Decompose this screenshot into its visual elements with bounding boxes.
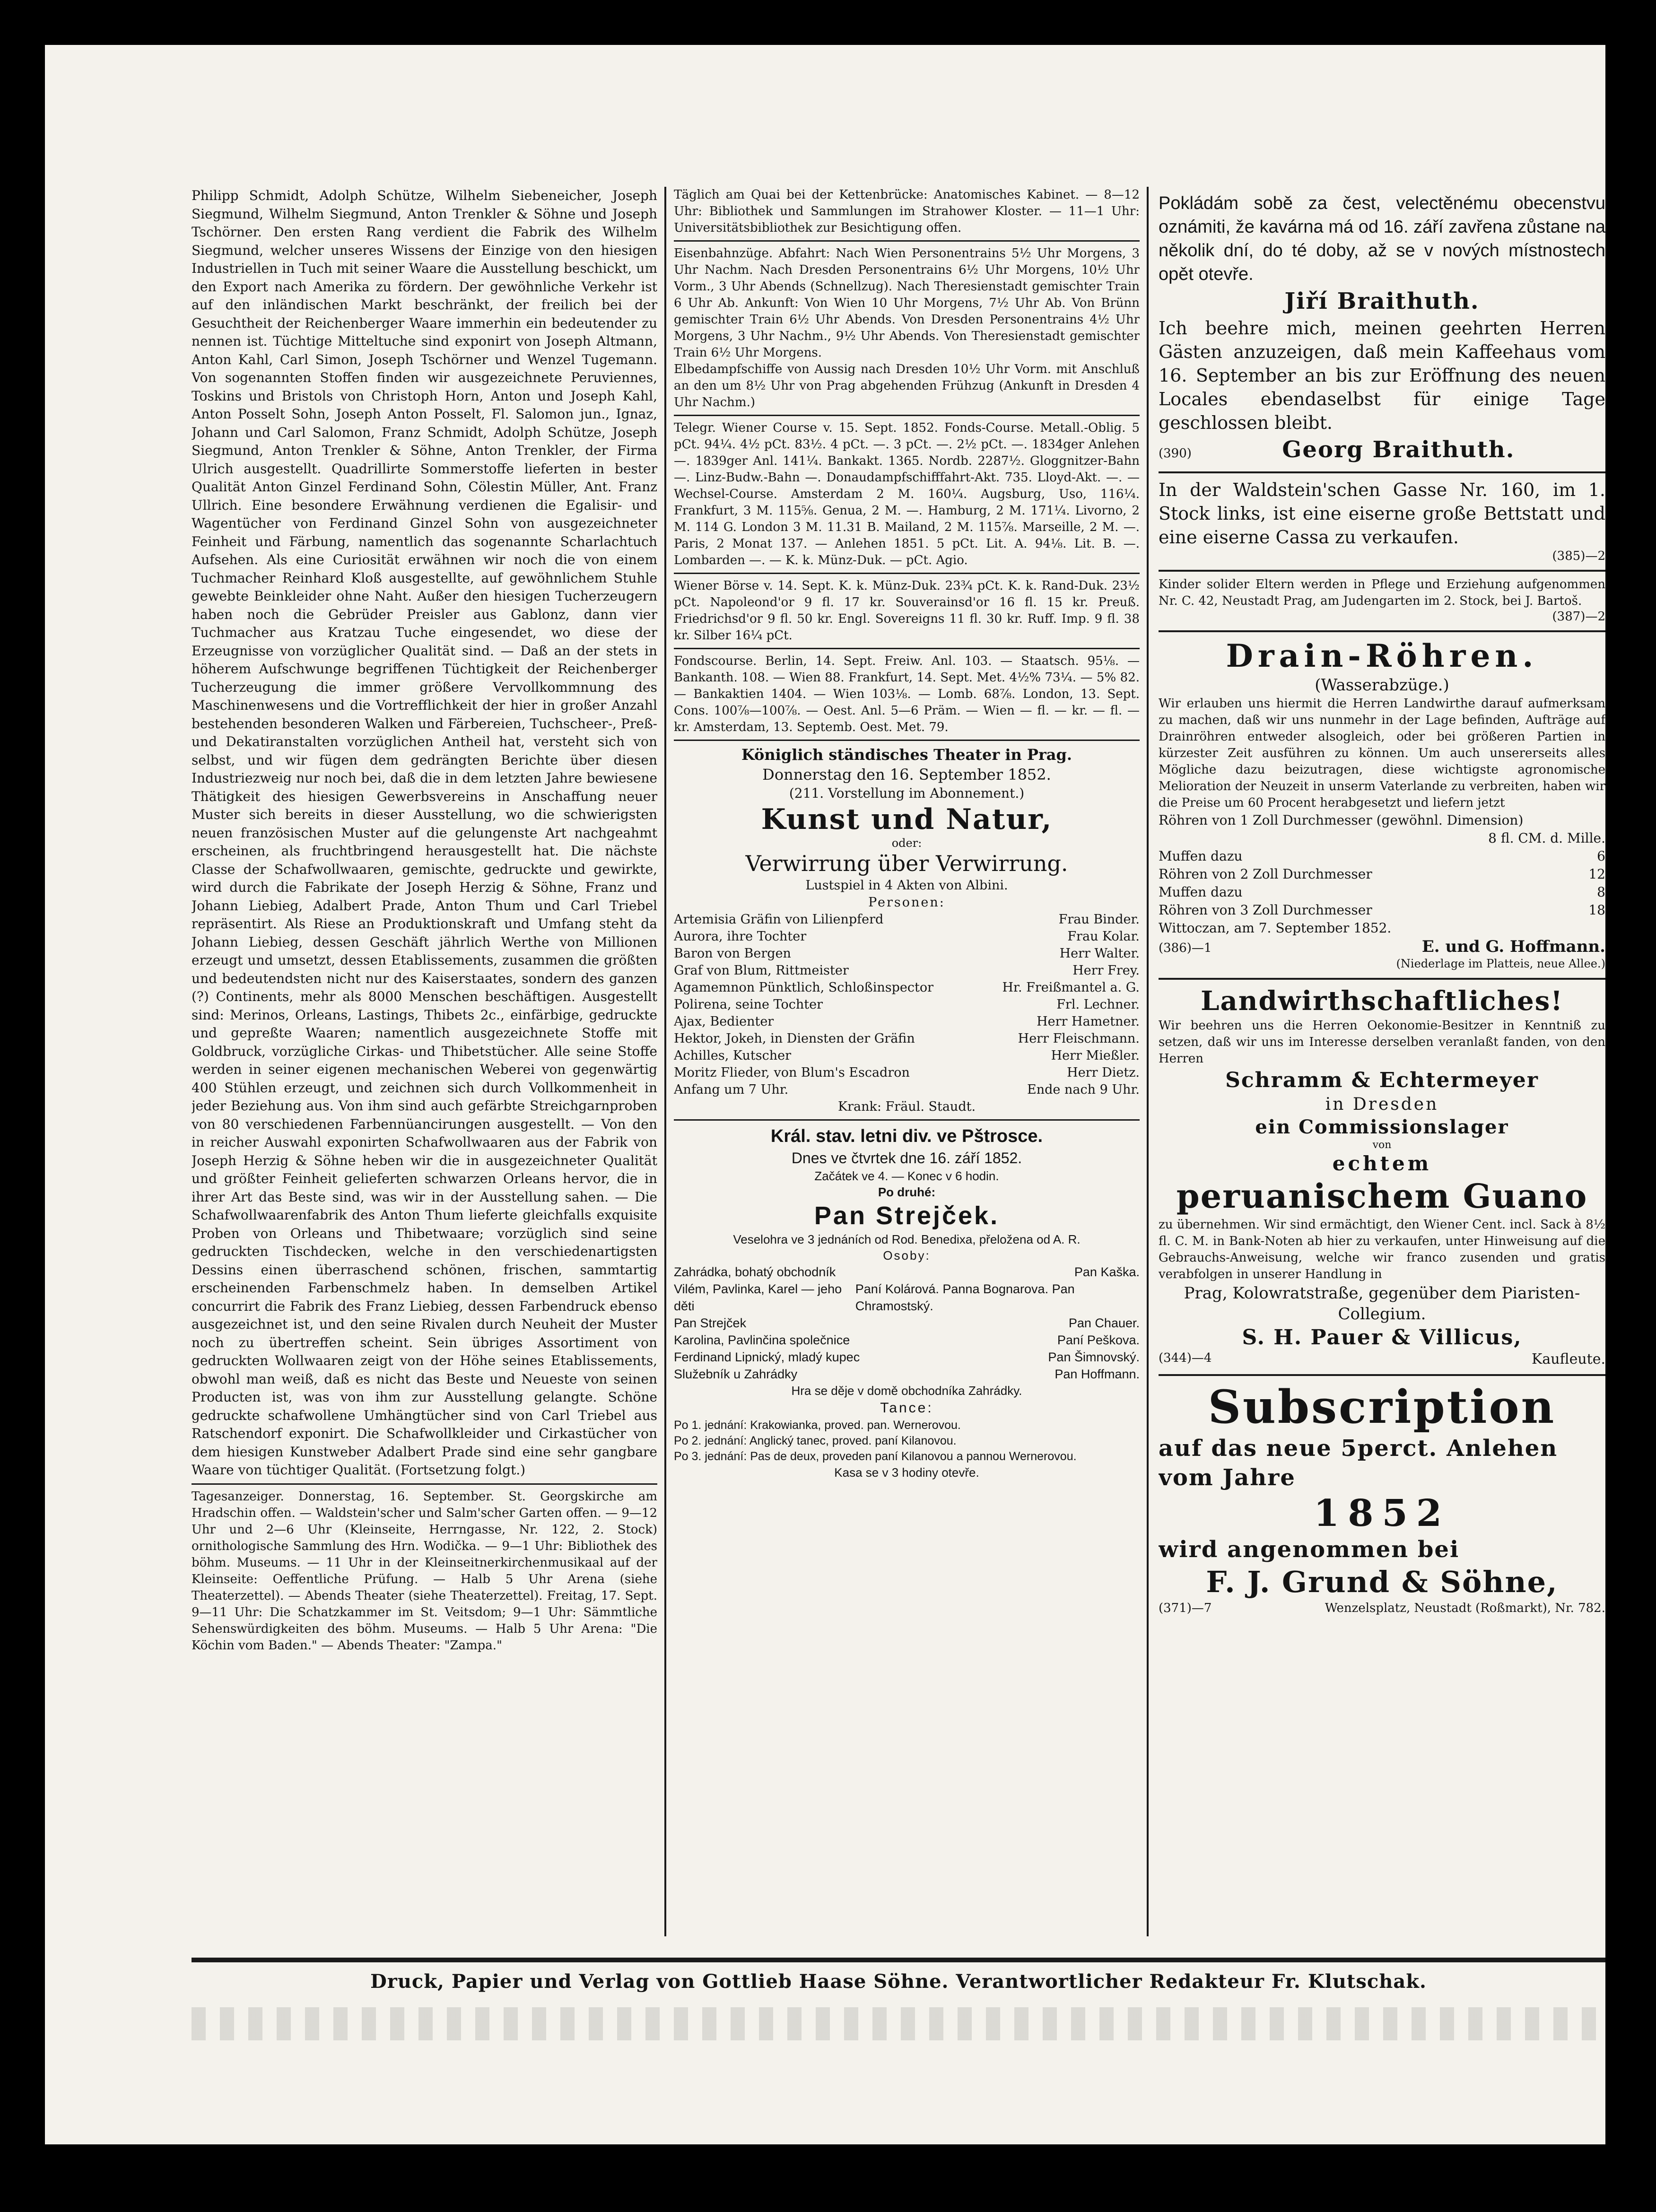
ad-childcare-text: Kinder solider Eltern werden in Pflege und Erziehung aufgenommen Nr. C. 42, Neustadt Prag, am Judengarten im 2. Stock, bei J. Bartoš. (1159, 577, 1605, 608)
price-row: Röhren von 2 Zoll Durchmesser 12 (1159, 866, 1605, 882)
ad-cafe-german: Ich beehre mich, meinen geehrten Herren Gästen anzuzeigen, daß mein Kaffeehaus vom 16. September an bis zur Eröffnung des neuen Locales ebendaselbst für einige Tage geschlossen bleibt. (1159, 318, 1605, 433)
ad-guano-title: Landwirthschaftliches! (1201, 985, 1563, 1017)
czech-theatre-date: Dnes ve čtvrtek dne 16. září 1852. (791, 1150, 1022, 1167)
ad-subscription-year: 1852 (1313, 1492, 1451, 1535)
ad-guano-text: Wir beehren uns die Herren Oekonomie-Besitzer in Kenntniß zu setzen, daß wir uns im Interesse derselben veranlaßt fanden, von den Herren (1159, 1019, 1605, 1066)
ad-guano-city: in Dresden (1325, 1095, 1439, 1114)
play-title: Kunst und Natur, (761, 803, 1053, 836)
cast-row: Baron von Bergen Herr Walter. (674, 946, 1140, 961)
fund-courses: Fondscourse. Berlin, 14. Sept. Freiw. Anl. 103. — Staatsch. 95⅛. — Bankanth. 108. — Wien 88. Frankfurt, 14. Sept. Met. 4½% 73¼. — 5% 82. — Bankaktien 1404. — Wien 103⅛. — Lomb. 68⅞. London, 13. Sept. Cons. 100⅞—100⅞. — Oest. Anl. 5—6 Präm. — Wien — fl. — kr. — fl. — kr. Amsterdam, 13. Septemb. Oest. Met. 79. (674, 654, 1140, 734)
ad-childcare (1159, 572, 1605, 632)
ad-drain-pipes (1159, 632, 1605, 980)
cast-row: Moritz Flieder, von Blum's Escadron Herr Dietz. (674, 1065, 1140, 1080)
steamship-notice: Elbedampfschiffe von Aussig nach Dresden 10½ Uhr Vorm. mit Anschluß an den um 8½ Uhr von Prag abgehenden Frühzug (Ankunft in Dresden 4 Uhr Nachm.) (674, 362, 1140, 409)
dance-item: Po 3. jednání: Pas de deux, proveden paní Kilanovou a pannou Wernerovou. (674, 1450, 1077, 1463)
dances-heading: Tance: (880, 1400, 933, 1416)
daily-notices: Tagesanzeiger. Donnerstag, 16. September. St. Georgskirche am Hradschin offen. — Waldstein'scher und Salm'scher Garten offen. — 9—12 Uhr und 2—6 Uhr (Kleinseite, Herrngasse, Nr. 122, 2. Stock) ornithologische Sammlung des Hrn. Wodička. — 9—1 Uhr: Bibliothek des böhm. Museums. — 11 Uhr in der Kleinseitnerkirchenmusikaal auf der Kleinseite: Oeffentliche Prüfung. — Halb 5 Uhr Arena (siehe Theaterzettel). — Abends Theater (siehe Theaterzettel). Freitag, 17. Sept. 9—11 Uhr: Die Schatzkammer im St. Veitsdom; 9—1 Uhr: Sämmtliche Sehenswürdigkeiten des böhm. Museums. — Halb 5 Uhr Arena: "Die Köchin vom Baden." — Abends Theater: "Zampa." (192, 1489, 657, 1653)
ad-drain-place: Wittoczan, am 7. September 1852. (1159, 920, 1392, 936)
ad-drain-address: (Niederlage im Platteis, neue Allee.) (1396, 957, 1605, 970)
cast-row: Zahrádka, bohatý obchodník Pan Kaška. (674, 1265, 1140, 1279)
cast-heading: Personen: (868, 895, 945, 910)
play-subtitle: Verwirrung über Verwirrung. (745, 851, 1068, 876)
czech-play-genre: Veselohra ve 3 jednáních od Rod. Benedixa, přeložena od A. R. (733, 1232, 1081, 1246)
czech-play-title: Pan Strejček. (814, 1202, 1000, 1230)
theatre-date: Donnerstag den 16. September 1852. (762, 766, 1051, 784)
newspaper-sheet (45, 45, 1605, 2144)
price-row: Muffen dazu 8 (1159, 884, 1605, 900)
dances-list (674, 1418, 1140, 1464)
czech-theatre-time: Začátek ve 4. — Konec v 6 hodin. (814, 1169, 999, 1183)
sick-note: Krank: Fräul. Staudt. (837, 1099, 976, 1114)
ad-subscription-address: Wenzelsplatz, Neustadt (Roßmarkt), Nr. 782. (1325, 1601, 1605, 1615)
ad-cafe-sign-german: Georg Braithuth. (1282, 436, 1515, 463)
column-right (1159, 187, 1605, 1946)
ad-drain-text: Wir erlauben uns hiermit die Herren Landwirthe darauf aufmerksam zu machen, daß wir uns nunmehr in der Lage befinden, Aufträge auf Drainröhren entweder alsogleich, oder bei größeren Partien in kürzester Zeit ausführen zu können. Um auch unsererseits alles Mögliche dazu beizutragen, diese wichtigste agronomische Melioration der Neuzeit in unserm Vaterlande zu verbreiten, haben wir die Preise um 60 Procent herabgesetzt und liefern jetzt (1159, 697, 1605, 810)
czech-cast-list (674, 1263, 1140, 1383)
cast-row: Karolina, Pavlinčina společnice Paní Peškova. (674, 1333, 1140, 1347)
ad-guano-echt: echtem (1332, 1152, 1432, 1175)
dance-item: Po 1. jednání: Krakowianka, proved. pan. Wernerovou. (674, 1419, 961, 1432)
ad-guano (1159, 980, 1605, 1376)
ad-number: (386)—1 (1159, 941, 1212, 955)
ad-bedstead (1159, 473, 1605, 572)
cast-row: Agamemnon Pünktlich, Schloßinspector Hr. Freißmantel a. G. (674, 980, 1140, 995)
ad-bedstead-text: In der Waldstein'schen Gasse Nr. 160, im 1. Stock links, ist eine eiserne große Bettstatt und eine eiserne Cassa zu verkaufen. (1159, 479, 1605, 548)
cast-row: Služebník u Zahrádky Pan Hoffmann. (674, 1367, 1140, 1381)
ad-guano-firm: Schramm & Echtermeyer (1225, 1068, 1539, 1092)
article-body: Philipp Schmidt, Adolph Schütze, Wilhelm Siebeneicher, Joseph Siegmund, Wilhelm Siegmund, Anton Trenkler & Söhne und Joseph Tschörner. Den ersten Rang verdient die Fabrik des Wilhelm Siegmund, welcher unseres Wissens der Einzige von den hiesigen Industriellen in Tuch mit seiner Waare die Ausstellung beschickt, um den Export nach Amerika zu fördern. Der gewöhnliche Verkehr ist auf den inländischen Markt beschränkt, der freilich bei der Gesuchtheit der Reichenberger Waare immerhin ein bedeutender zu nennen ist. Tüchtige Mitteltuche sind exponirt von Joseph Altmann, Anton Kahl, Carl Simon, Joseph Tschörner und Wenzel Tugemann. Von sogenannten Stoffen finden wir ausgezeichnete Peruviennes, Toskins und Bristols von Christoph Horn, Anton und Joseph Kahl, Anton Posselt Sohn, Joseph Anton Posselt, Fl. Salomon jun., Ignaz, Johann und Carl Salomon, Franz Schmidt, Adolph Schütze, Joseph Siegmund, Anton Trenkler & Söhne, Anton Trenkler, der Firma Ulrich ausgestellt. Quadrillirte Sommerstoffe lieferten in bester Qualität Anton Ginzel Ferdinand Sohn, Cölestin Müller, Ant. Franz Ullrich. Eine besondere Erwähnung verdienen die Egalisir- und Wagentücher von Ferdinand Ginzel Sohn von ausgezeichneter Feinheit und Färbung, namentlich das sogenannte Scharlachtuch Aufsehen. Als eine Curiosität erwähnen wir noch die von einem Tuchmacher Reinhard Kloß ausgestellte, auf gewöhnlichem Stuhle gewebte Beinkleider ohne Naht. Außer den hiesigen Tucherzeugern haben noch die Gebrüder Preisler aus Gablonz, dann vier Tuchmacher aus Kratzau Tuche eingesendet, wo diese der Erzeugnisse von vorzüglicher Qualität sind. — Daß an der stets in höherem Aufschwunge begriffenen Tüchtigkeit der Reichenberger Tucherzeugung die immer größere Vervollkommnung des Maschinenwesens und die Vortrefflichkeit der hier in großer Anzahl bestehenden besonderen Walken und Färbereien, Tuchscheer-, Preß- und Dekatiranstalten vorzüglichen Antheil hat, versteht sich von selbst, und wir fügen dem gedrängten Berichte über diesen Industriezweig nur noch bei, daß die in dem letzten Jahre bewiesene Thätigkeit des hiesigen Gewerbsvereins in Anschaffung neuer Muster sich bereits in dieser Ausstellung, wo die schwierigsten neuen französischen Muster auf die gelungenste Art nachgeahmt erscheinen, als fruchtbringend herausgestellt hat. Die nächste Classe der Schafwollwaaren, gemischte, gedruckte und gewirkte, wird durch die Fabrikate der Joseph Herzig & Söhne, Franz und Johann Liebieg, Adalbert Prade, Anton Thum und Carl Triebel repräsentirt. Als Riese an Produktionskraft und Umfang steht da Johann Liebieg, dessen Geschäft jährlich Werthe von Millionen erzeugt und umsetzt, dessen Etablissements, zusammen die größten und bedeutendsten nicht nur des Kaiserstaates, sondern des ganzen (?) Continents, mehr als 8000 Menschen beschäftigen. Ausgestellt sind: Merinos, Orleans, Lastings, Thibets 2c., einfärbige, gedruckte und gepreßte Waaren; namentlich ausgezeichnete Stoffe mit Goldbruck, vorzügliche Cirkas- und Thibetstücher. Alle seine Stoffe werden in seiner eigenen mechanischen Weberei von gegenwärtig 400 Stühlen erzeugt, und zeichnen sich durch Vollkommenheit in jeder Beziehung aus. Von ihm sind auch gefärbte Streichgarnproben von 80 verschiedenen Farbennüancirungen ausgestellt. — Von den in reicher Auswahl exponirten Schafwollwaaren aus der Fabrik von Joseph Herzig & Söhne heben wir die in ausgezeichneter Qualität und größter Feinheit gelieferten schwarzen Orleans hervor, die in ihrer Art das Beste sind, was wir in der Ausstellung sahen. — Die Schafwollwaarenfabrik des Anton Thum lieferte gleichfalls exquisite Proben von Orleans und Thibetwaare; vorzüglich sind seine gedruckten Tischdecken, welche in den verschiedenartigsten Dessins einen überraschend schönen, frischen, sammtartig erscheinenden Farbenschmelz haben. In demselben Artikel concurrirt die Fabrik des Franz Liebieg, dessen Farbendruck ebenso ausgezeichnet ist, und den seine Rivalen durch Neuheit der Muster noch zu übertreffen scheint. Sein übriges Assortiment von gedruckten Wollwaaren zeigt von der Höhe seines Etablissements, obwohl man weiß, daß es nicht das Beste und Neueste von seinen Producten ist, was von ihm zur Ausstellung gelangte. Schöne gedruckte schafwollene Umhängtücher sind von Carl Triebel aus Ratschendorf exponirt. Die Schafwollkleider und Cirkastücher von dem hiesigen Kunstweber Adalbert Prade sind eine sehr gangbare Waare von tüchtiger Qualität. (Fortsetzung folgt.) (192, 188, 657, 1478)
ad-guano-lager: ein Commissionslager (1255, 1116, 1509, 1138)
ad-subscription-title: Subscription (1208, 1380, 1556, 1434)
cast-row: Artemisia Gräfin von Lilienpferd Frau Binder. (674, 912, 1140, 927)
czech-theatre-heading: Král. stav. letni div. ve Pštrosce. (770, 1126, 1043, 1146)
ad-drain-sign: E. und G. Hoffmann. (1421, 937, 1605, 956)
ad-number: (390) (1159, 446, 1192, 461)
imprint-footer: Druck, Papier und Verlag von Gottlieb Haase Söhne. Verantwortlicher Redakteur Fr. Klutschak. (370, 1970, 1427, 1993)
czech-scene: Hra se děje v domě obchodníka Zahrádky. (791, 1384, 1022, 1398)
box-office: Kasa se v 3 hodiny otevře. (834, 1465, 979, 1480)
ad-guano-kaufleute: Kaufleute. (1531, 1351, 1605, 1367)
price-row: 8 fl. CM. d. Mille. (1488, 830, 1605, 846)
ad-guano-address: Prag, Kolowratstraße, gegenüber dem Piaristen-Collegium. (1184, 1284, 1580, 1324)
cast-row: Ferdinand Lipnický, mladý kupec Pan Šimnovský. (674, 1350, 1140, 1364)
cast-row: Pan Strejček Pan Chauer. (674, 1316, 1140, 1330)
ad-guano-von: von (1372, 1139, 1392, 1151)
ad-guano-sign: S. H. Pauer & Villicus, (1242, 1325, 1522, 1350)
cast-list (674, 911, 1140, 1081)
theatre-heading: Königlich ständisches Theater in Prag. (741, 746, 1072, 764)
column-divider (664, 187, 666, 1936)
column-left (192, 187, 657, 1936)
ad-subscription-line: vom Jahre (1159, 1464, 1296, 1491)
ad-number: (385)—2 (1552, 549, 1605, 563)
railway-timetable: Eisenbahnzüge. Abfahrt: Nach Wien Personentrains 5½ Uhr Morgens, 3 Uhr Nachm. Nach Dresden Personentrains 6½ Uhr Morgens, 10½ Uhr Vorm., 3 Uhr Abends (Schnellzug). Nach Theresienstadt gemischter Train 6 Uhr Ab. Ankunft: Von Wien 10 Uhr Morgens, 7½ Uhr Ab. Von Brünn gemischter Train 6½ Uhr Abends. Von Dresden Personentrains 4½ Uhr Morgens, 3 Uhr Nachm., 9½ Uhr Abends. Von Theresienstadt gemischter Train 6½ Uhr Morgens. (674, 246, 1140, 360)
vienna-exchange-rates: Telegr. Wiener Course v. 15. Sept. 1852. Fonds-Course. Metall.-Oblig. 5 pCt. 94¼. 4½ pCt. 83½. 4 pCt. —. 3 pCt. —. 2½ pCt. —. 1834ger Anlehen —. 1839ger Anl. 141¼. Bankakt. 1365. Nordb. 2287½. Gloggnitzer-Bahn —. Linz-Budw.-Bahn —. Donaudampfschifffahrt-Akt. 735. Lloyd-Akt. —. — Wechsel-Course. Amsterdam 2 M. 160¼. Augsburg, Uso, 116¼. Frankfurt, 3 M. 115⅝. Genua, 2 M. —. Hamburg, 2 M. 171¼. Livorno, 2 M. 114 G. London 3 M. 11.31 B. Mailand, 2 M. 115⅞. Marseille, 2 M. —. Paris, 2 Monat 137. — Anlehen 1851. 5 pCt. Lit. A. 94⅛. Lit. B. —. Lombarden —. — K. k. Münz-Duk. — pCt. Agio. (674, 421, 1140, 567)
column-divider (1147, 187, 1149, 1936)
ad-number: (387)—2 (1552, 610, 1605, 624)
dance-item: Po 2. jednání: Anglický tanec, proved. paní Kilanovou. (674, 1434, 957, 1447)
ad-cafe-czech: Pokládám sobě za čest, velectěnému obecenstvu oznámiti, že kavárna má od 16. září zavřena zůstane na několik dní, do té doby, až se v nových místnostech opět otevře. (1159, 193, 1605, 284)
price-row: Muffen dazu 6 (1159, 848, 1605, 864)
price-row: Röhren von 3 Zoll Durchmesser 18 (1159, 902, 1605, 918)
column-middle (674, 187, 1140, 1946)
cast-row: Aurora, ihre Tochter Frau Kolar. (674, 929, 1140, 944)
ad-subscription (1159, 1376, 1605, 1616)
start-end: Anfang um 7 Uhr. Ende nach 9 Uhr. (674, 1082, 1140, 1097)
ad-subscription-line: auf das neue 5perct. Anlehen (1159, 1435, 1558, 1462)
cast-row: Graf von Blum, Rittmeister Herr Frey. (674, 963, 1140, 978)
ad-guano-product: peruanischem Guano (1176, 1176, 1588, 1216)
ad-cafe-closing (1159, 187, 1605, 473)
cast-row: Achilles, Kutscher Herr Mießler. (674, 1048, 1140, 1063)
ad-subscription-firm: F. J. Grund & Söhne, (1206, 1565, 1558, 1599)
cast-row: Ajax, Bedienter Herr Hametner. (674, 1014, 1140, 1029)
czech-po-druhe: Po druhé: (878, 1185, 936, 1199)
daily-sights: Täglich am Quai bei der Kettenbrücke: Anatomisches Kabinet. — 8—12 Uhr: Bibliothek und Sammlungen im Strahower Kloster. — 11—1 Uhr: Universitätsbibliothek zur Besichtigung offen. (674, 188, 1140, 235)
ad-number: (371)—7 (1159, 1601, 1212, 1615)
print-bleed-through (192, 2007, 1605, 2040)
ad-drain-subtitle: (Wasserabzüge.) (1315, 676, 1449, 695)
newspaper-page (192, 187, 1605, 2045)
play-genre: Lustspiel in 4 Akten von Albini. (805, 878, 1008, 893)
ad-cafe-sign-czech: Jiří Braithuth. (1284, 288, 1480, 314)
theatre-performance: (211. Vorstellung im Abonnement.) (789, 785, 1025, 801)
ad-subscription-line: wird angenommen bei (1159, 1536, 1460, 1563)
ad-number: (344)—4 (1159, 1351, 1212, 1365)
price-row: Röhren von 1 Zoll Durchmesser (gewöhnl. Dimension) (1159, 812, 1524, 828)
play-oder: oder: (891, 836, 922, 850)
vienna-bourse: Wiener Börse v. 14. Sept. K. k. Münz-Duk. 23¾ pCt. K. k. Rand-Duk. 23½ pCt. Napoleond'or 9 fl. 17 kr. Souverainsd'or 16 fl. 15 kr. Preuß. Friedrichsd'or 9 fl. 50 kr. Engl. Sovereigns 11 fl. 30 kr. Ruff. Imp. 9 fl. 38 kr. Silber 16¼ pCt. (674, 579, 1140, 643)
ad-drain-title: Drain-Röhren. (1226, 637, 1538, 674)
footer-rule (192, 1958, 1605, 1962)
ad-guano-text2: zu übernehmen. Wir sind ermächtigt, den Wiener Cent. incl. Sack à 8½ fl. C. M. in Bank-Noten ab hier zu verkaufen, unter Hinweisung auf die Gebrauchs-Anweisung, welche wir franco zusenden und gratis verabfolgen in unserer Handlung in (1159, 1218, 1605, 1281)
cast-row: Polirena, seine Tochter Frl. Lechner. (674, 997, 1140, 1012)
ad-drain-prices (1159, 811, 1605, 919)
czech-osoby: Osoby: (883, 1248, 931, 1263)
cast-row: Vilém, Pavlinka, Karel — jeho děti Paní Kolárová. Panna Bognarova. Pan Chramostský. (674, 1282, 1075, 1313)
cast-row: Hektor, Jokeh, in Diensten der Gräfin Herr Fleischmann. (674, 1031, 1140, 1046)
